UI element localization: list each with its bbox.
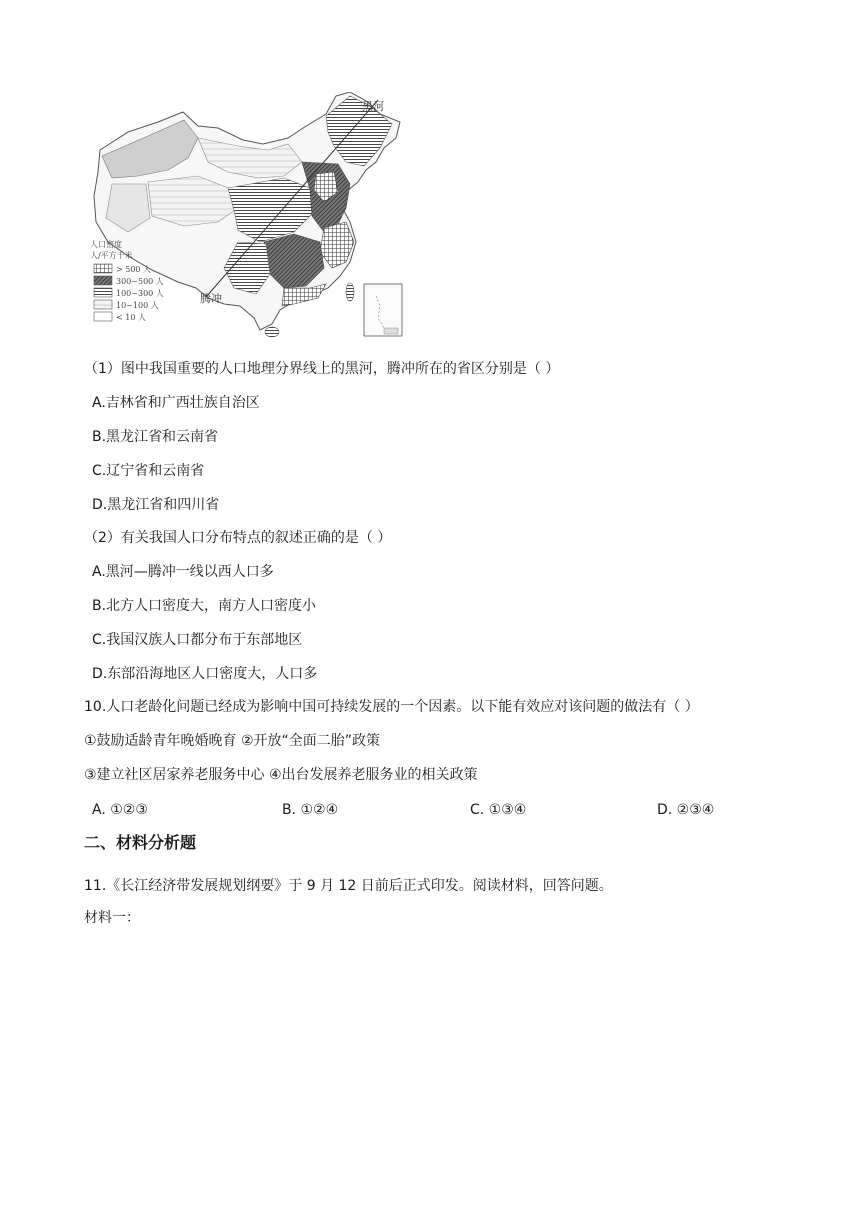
legend-title-2: 人/平方千米 [90,251,133,260]
q10-choice-a: A. ①②③ [92,802,148,818]
q10-choice-c: C. ①③④ [470,802,527,818]
q1-option-a: A.吉林省和广西壮族自治区 [92,395,260,411]
q1-option-d: D.黑龙江省和四川省 [92,497,220,513]
q10-items-line1: ①鼓励适龄青年晚婚晚育 ②开放“全面二胎”政策 [84,733,381,749]
china-population-density-map [88,92,410,342]
legend-label-4: 10~100 人 [116,301,159,310]
q10-choice-d: D. ②③④ [657,802,715,818]
q2-option-d: D.东部沿海地区人口密度大，人口多 [92,666,318,682]
q1-stem: （1）图中我国重要的人口地理分界线上的黑河，腾冲所在的省区分别是（ ） [84,361,560,377]
q1-option-b: B.黑龙江省和云南省 [92,429,219,445]
legend-swatch-5 [94,312,112,321]
q2-option-b: B.北方人口密度大，南方人口密度小 [92,598,317,614]
legend-swatch-1 [94,264,112,273]
legend-label-2: 300~500 人 [116,277,164,286]
q2-option-c: C.我国汉族人口都分布于东部地区 [92,632,303,648]
q10-choice-b: B. ①②④ [282,802,339,818]
legend-swatch-2 [94,276,112,285]
label-tengchong: 腾冲 [200,292,222,305]
legend-label-3: 100~300 人 [116,289,164,298]
legend-title-1: 人口密度 [90,240,122,249]
q2-stem: （2）有关我国人口分布特点的叙述正确的是（ ） [84,530,392,546]
section-heading: 二、材料分析题 [84,833,197,852]
label-heihe: 黑河 [362,100,384,113]
q1-option-c: C.辽宁省和云南省 [92,463,205,479]
q10-stem: 10.人口老龄化问题已经成为影响中国可持续发展的一个因素。以下能有效应对该问题的做法有（ ） [84,699,699,715]
legend-label-5: < 10 人 [116,313,146,322]
legend-label-1: > 500 人 [116,265,152,274]
q2-option-a: A.黑河—腾冲一线以西人口多 [92,564,274,580]
q10-items-line2: ③建立社区居家养老服务中心 ④出台发展养老服务业的相关政策 [84,767,478,783]
legend-swatch-4 [94,300,112,309]
q11-stem: 11.《长江经济带发展规划纲要》于 9 月 12 日前后正式印发。阅读材料，回答问题。 [84,878,613,894]
q11-material-label: 材料一： [84,910,140,926]
legend-swatch-3 [94,288,112,297]
